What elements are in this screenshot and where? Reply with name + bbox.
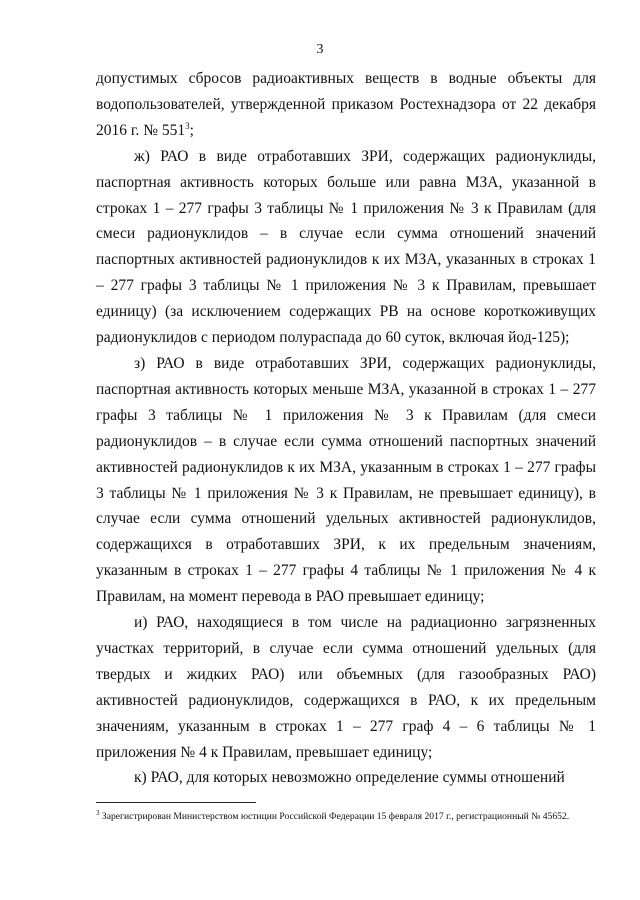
paragraph-k: к) РАО, для которых невозможно определение суммы отношений [134, 769, 565, 787]
paragraph-zh: ж) РАО в виде отработавших ЗРИ, содержащих радионуклиды, паспортная активность которых больше или равна МЗА, указанной в строках 1 – 277 графы 3 таблицы № 1 приложения № 3 к Правилам (для смеси радионуклидов – в случае если сумма отношений значений паспортных активностей радионуклидов к их МЗА, указанных в строках 1 – 277 графы 3 таблицы № 1 приложения № 3 к Правилам, превышает единицу) (за исключением содержащих РВ на основе короткоживущих радионуклидов с периодом полураспада до 60 суток, включая йод-125); [96, 147, 596, 347]
page-number: 3 [316, 42, 324, 57]
paragraph-continuation [96, 66, 596, 144]
paragraph-text: допустимых сбросов радиоактивных веществ в водные объекты для водопользователей, утвержденной приказом Ростехнадзора от 22 декабря 2016 г. № 551 [96, 70, 596, 139]
paragraph-i: и) РАО, находящиеся в том числе на радиационно загрязненных участках территорий, в случае если сумма отношений удельных (для твердых и жидких РАО) или объемных (для газообразных РАО) активностей радионуклидов, содержащихся в РАО, к их предельным значениям, указанным в строках 1 – 277 граф 4 – 6 таблицы № 1 приложения № 4 к Правилам, превышает единицу; [96, 614, 596, 761]
footnote [96, 810, 596, 823]
paragraph-z: з) РАО в виде отработавших ЗРИ, содержащих радионуклиды, паспортная активность которых меньше МЗА, указанной в строках 1 – 277 графы 3 таблицы № 1 приложения № 3 к Правилам (для смеси радионуклидов – в случае если сумма отношений паспортных значений активностей радионуклидов к их МЗА, указанным в строках 1 – 277 графы 3 таблицы № 1 приложения № 3 к Правилам, не превышает единицу), в случае если сумма отношений удельных активностей радионуклидов, содержащихся в отработавших ЗРИ, к их предельным значениям, указанным в строках 1 – 277 графы 4 таблицы № 1 приложения № 4 к Правилам, на момент перевода в РАО превышает единицу; [96, 354, 596, 606]
footnote-marker: 3 [96, 808, 100, 817]
footnote-text: Зарегистрирован Министерством юстиции Российской Федерации 15 февраля 2017 г., регистрационный № 45652. [101, 811, 570, 822]
footnote-divider [96, 802, 256, 803]
paragraph-tail: ; [189, 121, 194, 139]
body-text [96, 66, 596, 791]
footnote-reference: 3 [185, 120, 190, 131]
